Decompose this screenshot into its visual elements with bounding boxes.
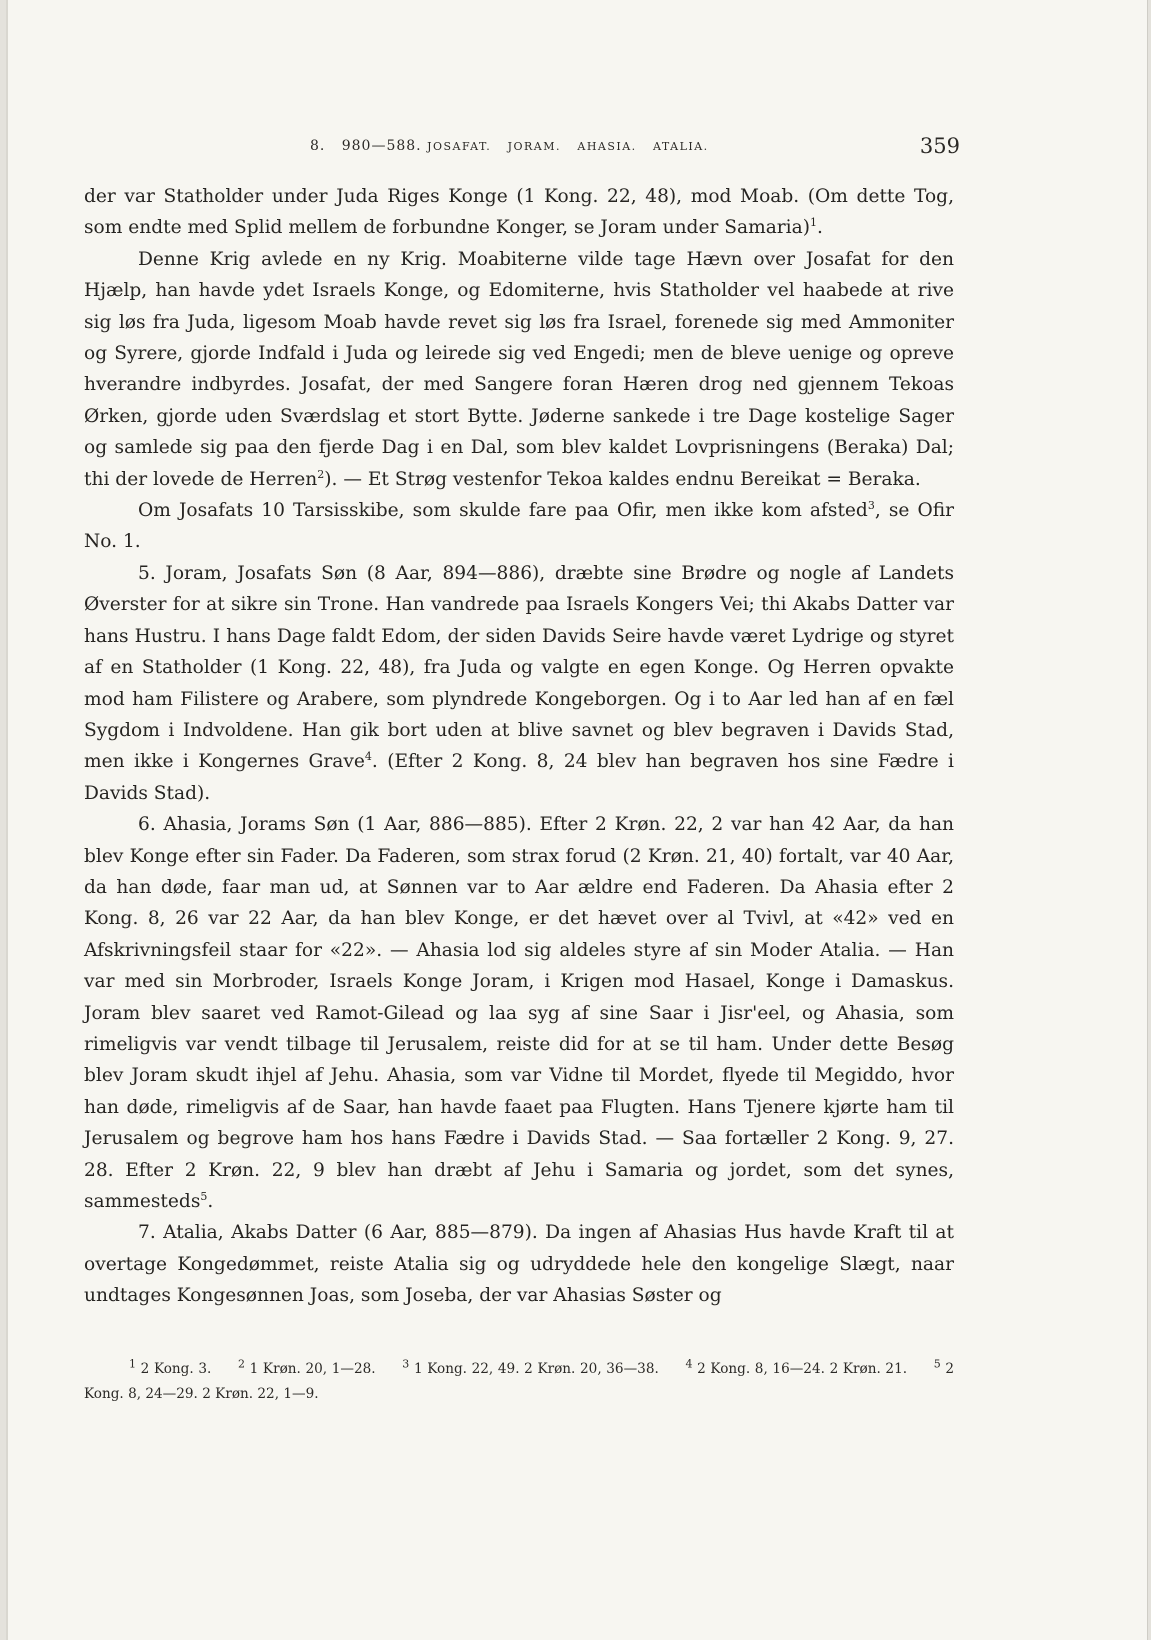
paragraph: Om Josafats 10 Tarsisskibe, som skulde fare paa Ofir, men ikke kom afsted$^3$, se Ofir No. 1. bbox=[84, 498, 954, 553]
running-head bbox=[310, 138, 709, 154]
page-header bbox=[8, 134, 1150, 168]
footnote: $^1$ 2 Kong. 3. bbox=[129, 1357, 212, 1377]
running-head-name: AHASIA. bbox=[577, 140, 637, 153]
paragraph: 6. Ahasia, Jorams Søn (1 Aar, 886—885). Efter 2 Krøn. 22, 2 var han 42 Aar, da han blev Konge efter sin Fader. Da Faderen, som strax forud (2 Krøn. 21, 40) fortalt, var 40 Aar, da han døde, faar man ud, at Sønnen var to Aar ældre end Faderen. Da Ahasia efter 2 Kong. 8, 26 var 22 Aar, da han blev Konge, er det hævet over al Tvivl, at «42» ved en Afskrivningsfeil staar for «22». — Ahasia lod sig aldeles styre af sin Moder Atalia. — Han var med sin Morbroder, Israels Konge Joram, i Krigen mod Hasael, Konge i Damaskus. Joram blev saaret ved Ramot-Gilead og laa syg af sine Saar i Jisr'eel, og Ahasia, som rimeligvis var vendt tilbage til Jerusalem, reiste did for at se til ham. Under dette Besøg blev Joram skudt ihjel af Jehu. Ahasia, som var Vidne til Mordet, flyede til Megiddo, hvor han døde, rimeligvis af de Saar, han havde faaet paa Flugten. Hans Tjenere kjørte ham til Jerusalem og begrove ham hos hans Fædre i Davids Stad. — Saa fortæller 2 Kong. 9, 27. 28. Efter 2 Krøn. 22, 9 blev han dræbt af Jehu i Samaria og jordet, som det synes, sammesteds$^5$. bbox=[84, 814, 954, 1212]
running-head-name: ATALIA. bbox=[653, 140, 709, 153]
footnote: $^2$ 1 Krøn. 20, 1—28. bbox=[237, 1357, 376, 1377]
running-head-name: JORAM. bbox=[507, 140, 562, 153]
year-range: 980—588. bbox=[341, 138, 422, 154]
footnote: $^3$ 1 Kong. 22, 49. 2 Krøn. 20, 36—38. bbox=[402, 1357, 659, 1377]
paragraph: Denne Krig avlede en ny Krig. Moabiterne vilde tage Hævn over Josafat for den Hjælp, han havde ydet Israels Konge, og Edomiterne, hvis Statholder vel haabede at rive sig løs fra Juda, ligesom Moab havde revet sig løs fra Israel, forenede sig med Ammoniter og Syrere, gjorde Indfald i Juda og leirede sig ved Engedi; men de bleve uenige og opreve hverandre indbyrdes. Josafat, der med Sangere foran Hæren drog ned gjennem Tekoas Ørken, gjorde uden Sværdslag et stort Bytte. Jøderne sankede i tre Dage kostelige Sager og samlede sig paa den fjerde Dag i en Dal, som blev kaldet Lovprisningens (Beraka) Dal; thi der lovede de Herren$^2$). — Et Strøg vestenfor Tekoa kaldes endnu Bereikat = Beraka. bbox=[84, 248, 954, 490]
footnote-ref[interactable]: 2 bbox=[317, 467, 325, 481]
paragraph: 7. Atalia, Akabs Datter (6 Aar, 885—879). Da ingen af Ahasias Hus havde Kraft til at overtage Kongedømmet, reiste Atalia sig og udryddede hele den kongelige Slægt, naar undtages Kongesønnen Joas, som Joseba, der var Ahasias Søster og bbox=[84, 1222, 954, 1307]
running-head-name: JOSAFAT. bbox=[427, 140, 492, 153]
paragraph: der var Statholder under Juda Riges Konge (1 Kong. 22, 48), mod Moab. (Om dette Tog, som endte med Splid mellem de forbundne Konger, se Joram under Samaria)$^1$. bbox=[84, 186, 954, 239]
footnote-ref[interactable]: 5 bbox=[200, 1189, 208, 1203]
footnote-ref[interactable]: 1 bbox=[809, 216, 817, 230]
footnotes bbox=[84, 1357, 954, 1407]
chapter-number: 8. bbox=[310, 138, 326, 154]
book-page bbox=[6, 0, 1148, 1640]
paragraph: 5. Joram, Josafats Søn (8 Aar, 894—886), dræbte sine Brødre og nogle af Landets Øverster for at sikre sin Trone. Han vandrede paa Israels Kongers Vei; thi Akabs Datter var hans Hustru. I hans Dage faldt Edom, der siden Davids Seire havde været Lydrige og styret af en Statholder (1 Kong. 22, 48), fra Juda og valgte en egen Konge. Og Herren opvakte mod ham Filistere og Arabere, som plyndrede Kongeborgen. Og i to Aar led han af en fæl Sygdom i Indvoldene. Han gik bort uden at blive savnet og blev begraven i Davids Stad, men ikke i Kongernes Grave$^4$. (Efter 2 Kong. 8, 24 blev han begraven hos sine Fædre i Davids Stad). bbox=[84, 562, 954, 804]
footnote: $^5$ 2 Kong. 8, 24—29. 2 Krøn. 22, 1—9. bbox=[84, 1357, 955, 1402]
footnote-ref[interactable]: 4 bbox=[364, 750, 372, 764]
page-number: 359 bbox=[919, 134, 960, 158]
body-text bbox=[84, 181, 954, 1312]
footnote-block bbox=[84, 1357, 954, 1407]
footnote-ref[interactable]: 3 bbox=[867, 498, 875, 512]
footnote: $^4$ 2 Kong. 8, 16—24. 2 Krøn. 21. bbox=[685, 1357, 908, 1377]
